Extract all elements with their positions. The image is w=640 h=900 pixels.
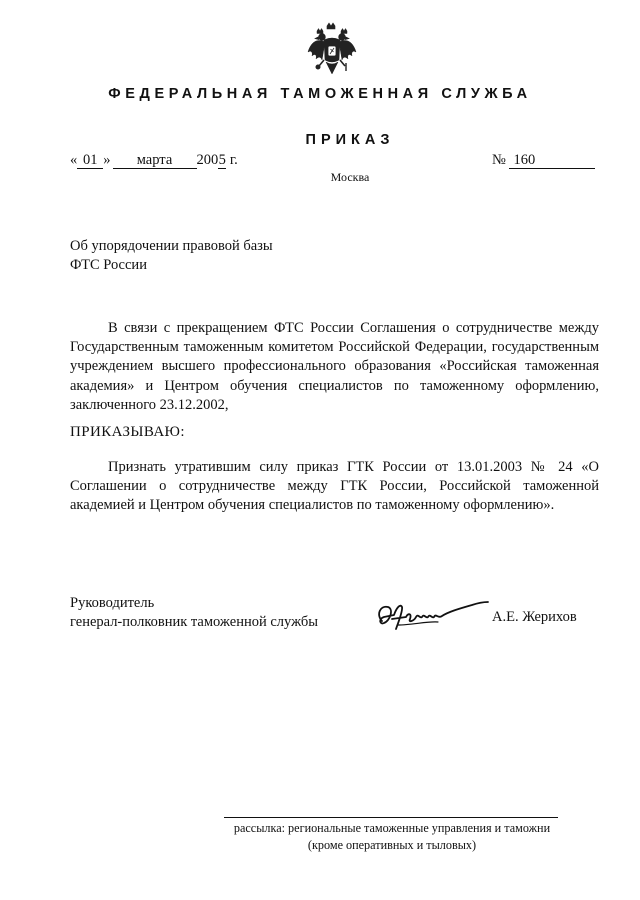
state-emblem-icon bbox=[305, 22, 359, 78]
city: Москва bbox=[330, 170, 370, 184]
date-day: 01 bbox=[77, 153, 103, 169]
subject-line-1: Об упорядочении правовой базы bbox=[70, 238, 273, 254]
distribution-line-2: (кроме оперативных и тыловых) bbox=[307, 838, 477, 852]
date-close-quote: » bbox=[103, 152, 111, 168]
order-number-value: 160 bbox=[509, 153, 595, 169]
distribution-list bbox=[222, 820, 562, 854]
number-sign: № bbox=[492, 152, 506, 168]
subject-line-2: ФТС России bbox=[70, 257, 147, 273]
signatory-name: А.Е. Жерихов bbox=[492, 609, 577, 625]
date-year-suffix: г. bbox=[229, 152, 238, 168]
date-open-quote: « bbox=[70, 152, 78, 168]
order-text-paragraph: Признать утратившим силу приказ ГТК России от 13.01.2003 № 24 «О Соглашении о сотрудничестве между ГТК России, Российской таможенной академией и Центром обучения специалистов по таможенному оформлению». bbox=[70, 459, 599, 514]
order-number bbox=[492, 152, 595, 169]
date-year-prefix: 200 bbox=[196, 152, 219, 168]
preamble-paragraph: В связи с прекращением ФТС России Соглашения о сотрудничестве между Государственным таможенным комитетом Российской Федерации, государственным учреждением высшего профессионального образования «Российская таможенная академия» и Центром обучения специалистов по таможенному оформлению, заключенного 23.12.2002, bbox=[70, 320, 599, 413]
signature-icon bbox=[372, 595, 492, 637]
order-date bbox=[70, 152, 238, 169]
distribution-divider bbox=[224, 817, 558, 818]
subject bbox=[70, 237, 273, 275]
date-year-digit: 5 bbox=[218, 152, 226, 168]
signatory-title bbox=[70, 594, 318, 632]
order-directive: ПРИКАЗЫВАЮ: bbox=[70, 424, 185, 440]
document-type-title: ПРИКАЗ bbox=[305, 132, 395, 148]
signatory-title-line-2: генерал-полковник таможенной службы bbox=[70, 614, 319, 630]
distribution-line-1: рассылка: региональные таможенные управления и таможни bbox=[233, 821, 551, 835]
date-month: марта bbox=[113, 153, 197, 169]
signatory-title-line-1: Руководитель bbox=[70, 595, 155, 611]
agency-name: ФЕДЕРАЛЬНАЯ ТАМОЖЕННАЯ СЛУЖБА bbox=[108, 86, 532, 102]
